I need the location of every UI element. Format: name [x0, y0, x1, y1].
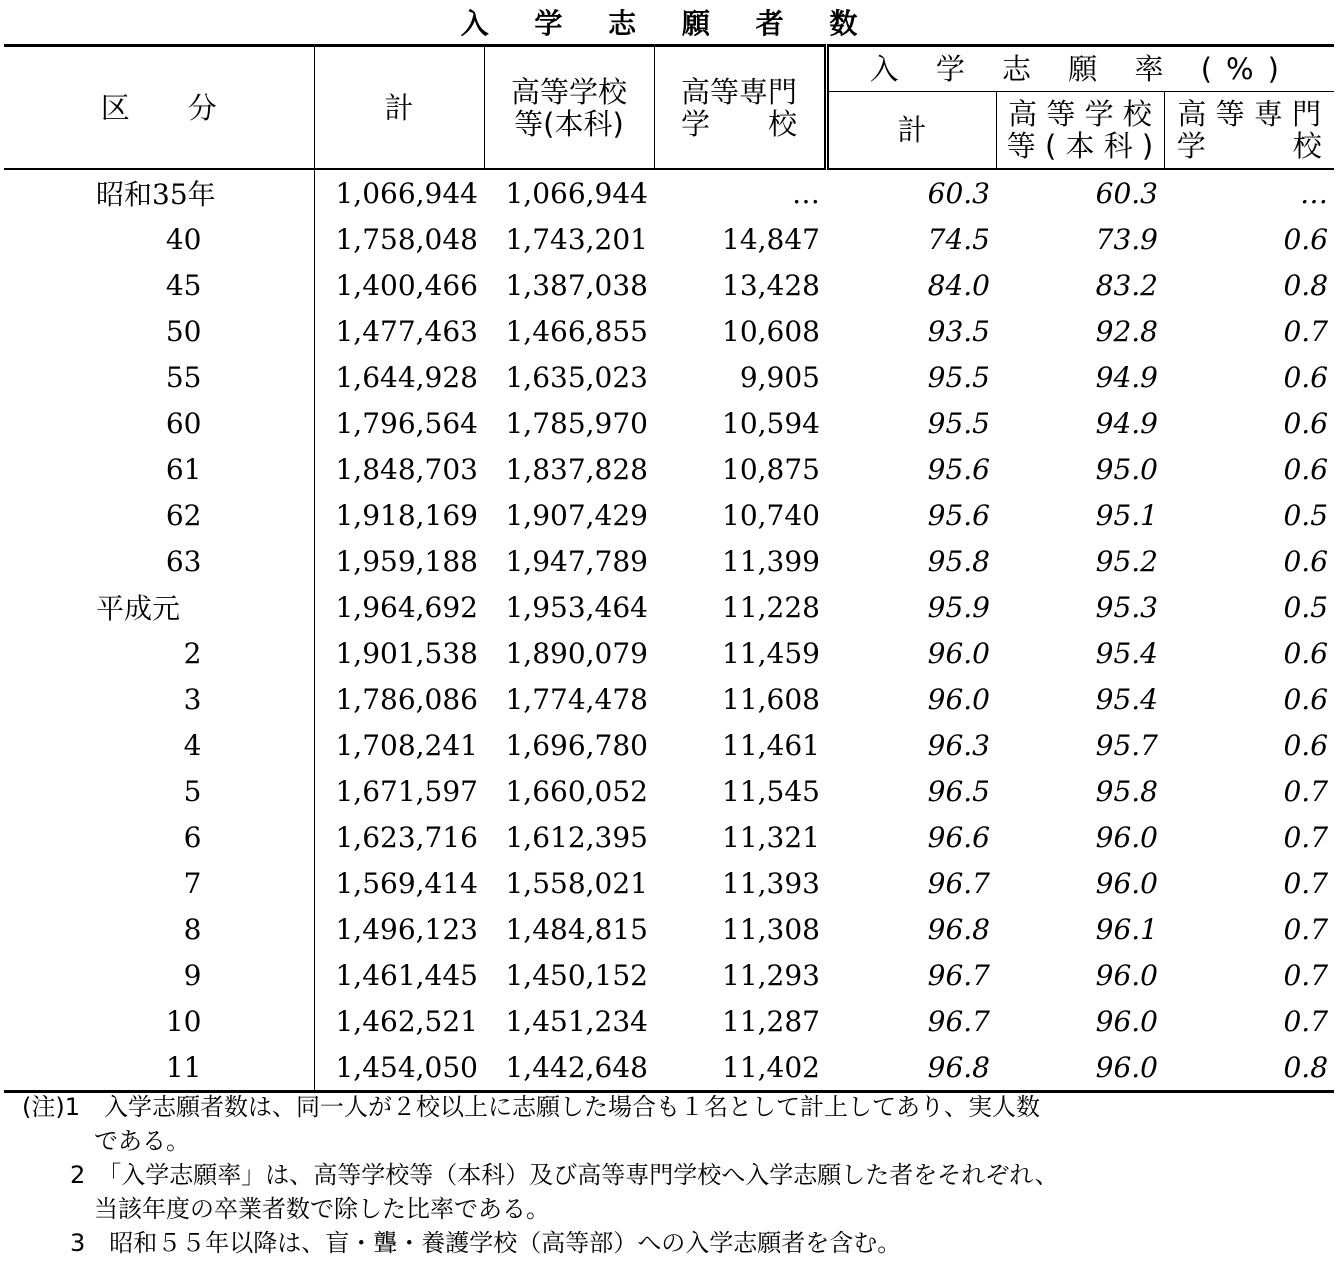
cell-rate-highschool: 95.7	[1095, 728, 1158, 762]
cell-rate-highschool: 83.2	[1095, 268, 1158, 302]
table-row	[4, 768, 1334, 814]
cell-highschool: 1,442,648	[484, 1044, 654, 1092]
row-label: 45	[165, 268, 202, 302]
cell-rate-kosen: 0.6	[1283, 544, 1329, 578]
cell-highschool: 1,387,038	[505, 268, 648, 302]
table-row	[4, 998, 1334, 1044]
table-body	[4, 169, 1334, 1092]
cell-rate-highschool: 95.1	[1095, 498, 1158, 532]
cell-total: 1,644,928	[314, 354, 484, 400]
applicants-table	[4, 44, 1334, 1093]
cell-rate-kosen: 0.7	[1283, 314, 1329, 348]
row-label: 11	[4, 1044, 314, 1092]
cell-rate-highschool: 73.9	[1095, 222, 1158, 256]
table-row	[4, 354, 1334, 400]
header-highschool	[484, 46, 654, 170]
table-row	[4, 1044, 1334, 1092]
row-label: 7	[183, 866, 202, 900]
cell-rate-kosen: 0.5	[1283, 590, 1329, 624]
table-row	[4, 492, 1334, 538]
row-label: 62	[165, 498, 202, 532]
cell-rate-total: 96.7	[927, 1004, 990, 1038]
cell-rate-total: 93.5	[927, 314, 990, 348]
cell-rate-total: 74.5	[927, 222, 990, 256]
table-row	[4, 446, 1334, 492]
header-rate-group: 入 学 志 願 率 (%)	[826, 46, 1334, 92]
row-label: 9	[183, 958, 202, 992]
row-label: 平成元	[96, 592, 181, 625]
cell-kosen: 11,393	[722, 866, 820, 900]
cell-total: 1,786,086	[314, 676, 484, 722]
cell-total: 1,708,241	[314, 722, 484, 768]
cell-rate-kosen: 0.7	[1283, 1004, 1329, 1038]
header-rate-highschool-line1: 高 等 学 校	[1008, 97, 1152, 131]
cell-highschool: 1,635,023	[505, 360, 648, 394]
cell-highschool: 1,466,855	[505, 314, 648, 348]
cell-rate-total: 96.7	[927, 866, 990, 900]
cell-total: 1,758,048	[314, 216, 484, 262]
cell-kosen: 11,308	[722, 912, 820, 946]
cell-total: 1,477,463	[314, 308, 484, 354]
table-row	[4, 906, 1334, 952]
table-row	[4, 952, 1334, 998]
cell-total: 1,462,521	[314, 998, 484, 1044]
cell-highschool: 1,696,780	[505, 728, 648, 762]
cell-rate-kosen: 0.8	[1283, 268, 1329, 302]
header-rate-highschool	[996, 92, 1164, 170]
cell-rate-total: 96.8	[927, 912, 990, 946]
cell-kosen: 11,461	[722, 728, 820, 762]
row-label: 昭和35年	[96, 178, 216, 211]
cell-total: 1,496,123	[314, 906, 484, 952]
cell-rate-total: 96.5	[927, 774, 990, 808]
cell-rate-highschool: 94.9	[1095, 360, 1158, 394]
cell-rate-total: 96.0	[927, 682, 990, 716]
cell-rate-kosen: 0.6	[1283, 682, 1329, 716]
cell-rate-kosen: 0.5	[1283, 498, 1329, 532]
cell-rate-kosen: 0.8	[1164, 1044, 1334, 1092]
cell-kosen: 11,287	[722, 1004, 820, 1038]
header-rate-highschool-line2: 等 ( 本 科 )	[1006, 129, 1154, 163]
footnote-line: 2 「入学志願率」は、高等学校等（本科）及び高等専門学校へ入学志願した者をそれぞれ、	[22, 1161, 1059, 1189]
cell-highschool: 1,947,789	[505, 544, 648, 578]
cell-rate-total: 95.6	[927, 498, 990, 532]
header-rate-kosen-line1: 高 等 専 門	[1177, 97, 1322, 131]
header-kosen-line1: 高等専門	[680, 74, 797, 109]
cell-rate-highschool: 96.1	[1095, 912, 1158, 946]
cell-highschool: 1,450,152	[505, 958, 648, 992]
row-label: 10	[165, 1004, 202, 1038]
cell-total: 1,671,597	[314, 768, 484, 814]
table-row	[4, 169, 1334, 216]
cell-total: 1,454,050	[314, 1044, 484, 1092]
footnote-line: 3 昭和５５年以降は、盲・聾・養護学校（高等部）への入学志願者を含む。	[22, 1229, 902, 1257]
row-label: 8	[183, 912, 202, 946]
cell-rate-total: 96.7	[927, 958, 990, 992]
cell-highschool: 1,451,234	[505, 1004, 648, 1038]
cell-rate-total: 96.3	[927, 728, 990, 762]
cell-rate-kosen: 0.7	[1283, 820, 1329, 854]
cell-kosen: 11,228	[722, 590, 820, 624]
cell-rate-kosen: 0.6	[1283, 452, 1329, 486]
cell-rate-highschool: 94.9	[1095, 406, 1158, 440]
row-label: 6	[183, 820, 202, 854]
footnote-line: である。	[22, 1127, 190, 1155]
cell-highschool: 1,907,429	[505, 498, 648, 532]
cell-highschool: 1,066,944	[505, 176, 648, 210]
cell-rate-total: 95.5	[927, 406, 990, 440]
footnotes	[22, 1090, 1322, 1260]
cell-rate-kosen: 0.7	[1283, 866, 1329, 900]
cell-kosen: 9,905	[739, 360, 820, 394]
row-label: 2	[183, 636, 202, 670]
row-label: 55	[165, 360, 202, 394]
cell-kosen: 11,293	[722, 958, 820, 992]
cell-total: 1,901,538	[314, 630, 484, 676]
header-kosen-line2: 学 校	[680, 106, 797, 141]
cell-rate-highschool: 95.3	[1095, 590, 1158, 624]
cell-rate-kosen: 0.6	[1283, 360, 1329, 394]
table-row	[4, 216, 1334, 262]
cell-rate-total: 95.9	[927, 590, 990, 624]
table-row	[4, 860, 1334, 906]
cell-rate-highschool: 95.8	[1095, 774, 1158, 808]
cell-total: 1,796,564	[314, 400, 484, 446]
cell-kosen: 11,402	[654, 1044, 826, 1092]
cell-highschool: 1,785,970	[505, 406, 648, 440]
cell-total: 1,461,445	[314, 952, 484, 998]
cell-kosen: 13,428	[722, 268, 820, 302]
row-label: 4	[183, 728, 202, 762]
cell-rate-highschool: 96.0	[1095, 866, 1158, 900]
table-row	[4, 538, 1334, 584]
table-row	[4, 584, 1334, 630]
cell-rate-total: 95.6	[927, 452, 990, 486]
cell-rate-highschool: 95.4	[1095, 682, 1158, 716]
cell-highschool: 1,558,021	[505, 866, 648, 900]
cell-rate-total: 96.8	[826, 1044, 996, 1092]
row-label: 60	[165, 406, 202, 440]
cell-rate-highschool: 96.0	[1095, 958, 1158, 992]
cell-rate-total: 95.8	[927, 544, 990, 578]
cell-rate-highschool: 60.3	[1095, 176, 1158, 210]
cell-rate-total: 95.5	[927, 360, 990, 394]
cell-total: 1,569,414	[314, 860, 484, 906]
header-highschool-line1: 高等学校	[510, 74, 627, 109]
cell-highschool: 1,743,201	[505, 222, 648, 256]
cell-rate-kosen: 0.6	[1283, 222, 1329, 256]
row-label: 5	[183, 774, 202, 808]
cell-kosen: 11,321	[722, 820, 820, 854]
cell-rate-highschool: 95.4	[1095, 636, 1158, 670]
row-label: 63	[165, 544, 202, 578]
cell-kosen: 10,594	[722, 406, 820, 440]
cell-total: 1,623,716	[314, 814, 484, 860]
cell-rate-kosen: 0.7	[1283, 958, 1329, 992]
cell-highschool: 1,837,828	[505, 452, 648, 486]
cell-kosen: …	[792, 176, 820, 210]
cell-rate-highschool: 96.0	[996, 1044, 1164, 1092]
cell-kosen: 11,399	[722, 544, 820, 578]
header-rate-total: 計	[826, 92, 996, 170]
cell-rate-kosen: …	[1300, 176, 1329, 210]
cell-rate-highschool: 92.8	[1095, 314, 1158, 348]
cell-rate-kosen: 0.6	[1283, 728, 1329, 762]
table-row	[4, 676, 1334, 722]
cell-kosen: 11,545	[722, 774, 820, 808]
footnote-line: (注)1 入学志願者数は、同一人が２校以上に志願した場合も１名として計上してあり、実人数	[22, 1093, 1040, 1121]
cell-total: 1,964,692	[314, 584, 484, 630]
cell-rate-total: 60.3	[927, 176, 990, 210]
cell-rate-highschool: 95.0	[1095, 452, 1158, 486]
cell-kosen: 10,608	[722, 314, 820, 348]
row-label: 50	[165, 314, 202, 348]
header-kubun: 区 分	[4, 46, 314, 170]
table-row	[4, 814, 1334, 860]
table-row	[4, 400, 1334, 446]
cell-total: 1,959,188	[314, 538, 484, 584]
cell-kosen: 10,740	[722, 498, 820, 532]
header-rate-kosen-line2: 学 校	[1176, 129, 1322, 163]
cell-highschool: 1,660,052	[505, 774, 648, 808]
cell-rate-highschool: 95.2	[1095, 544, 1158, 578]
cell-highschool: 1,612,395	[505, 820, 648, 854]
cell-rate-kosen: 0.6	[1283, 636, 1329, 670]
page-title: 入 学 志 願 者 数	[460, 7, 876, 40]
table-row	[4, 308, 1334, 354]
header-kosen	[654, 46, 826, 170]
cell-rate-total: 96.6	[927, 820, 990, 854]
row-label: 61	[165, 452, 202, 486]
cell-highschool: 1,774,478	[505, 682, 648, 716]
cell-rate-kosen: 0.7	[1283, 912, 1329, 946]
cell-total: 1,918,169	[314, 492, 484, 538]
cell-kosen: 11,608	[722, 682, 820, 716]
table-row	[4, 722, 1334, 768]
cell-total: 1,848,703	[314, 446, 484, 492]
table-row	[4, 262, 1334, 308]
table-row	[4, 630, 1334, 676]
header-total: 計	[314, 46, 484, 170]
cell-total: 1,066,944	[314, 169, 484, 216]
cell-total: 1,400,466	[314, 262, 484, 308]
cell-highschool: 1,953,464	[505, 590, 648, 624]
cell-rate-kosen: 0.6	[1283, 406, 1329, 440]
cell-rate-highschool: 96.0	[1095, 1004, 1158, 1038]
cell-kosen: 11,459	[722, 636, 820, 670]
header-highschool-line2: 等(本科)	[514, 106, 624, 141]
cell-rate-highschool: 96.0	[1095, 820, 1158, 854]
cell-kosen: 10,875	[722, 452, 820, 486]
cell-rate-total: 96.0	[927, 636, 990, 670]
header-rate-kosen	[1164, 92, 1334, 170]
row-label: 3	[183, 682, 202, 716]
cell-rate-kosen: 0.7	[1283, 774, 1329, 808]
row-label: 40	[165, 222, 202, 256]
cell-kosen: 14,847	[722, 222, 820, 256]
cell-rate-total: 84.0	[927, 268, 990, 302]
footnote-line: 当該年度の卒業者数で除した比率である。	[22, 1195, 550, 1223]
cell-highschool: 1,890,079	[505, 636, 648, 670]
cell-highschool: 1,484,815	[505, 912, 648, 946]
